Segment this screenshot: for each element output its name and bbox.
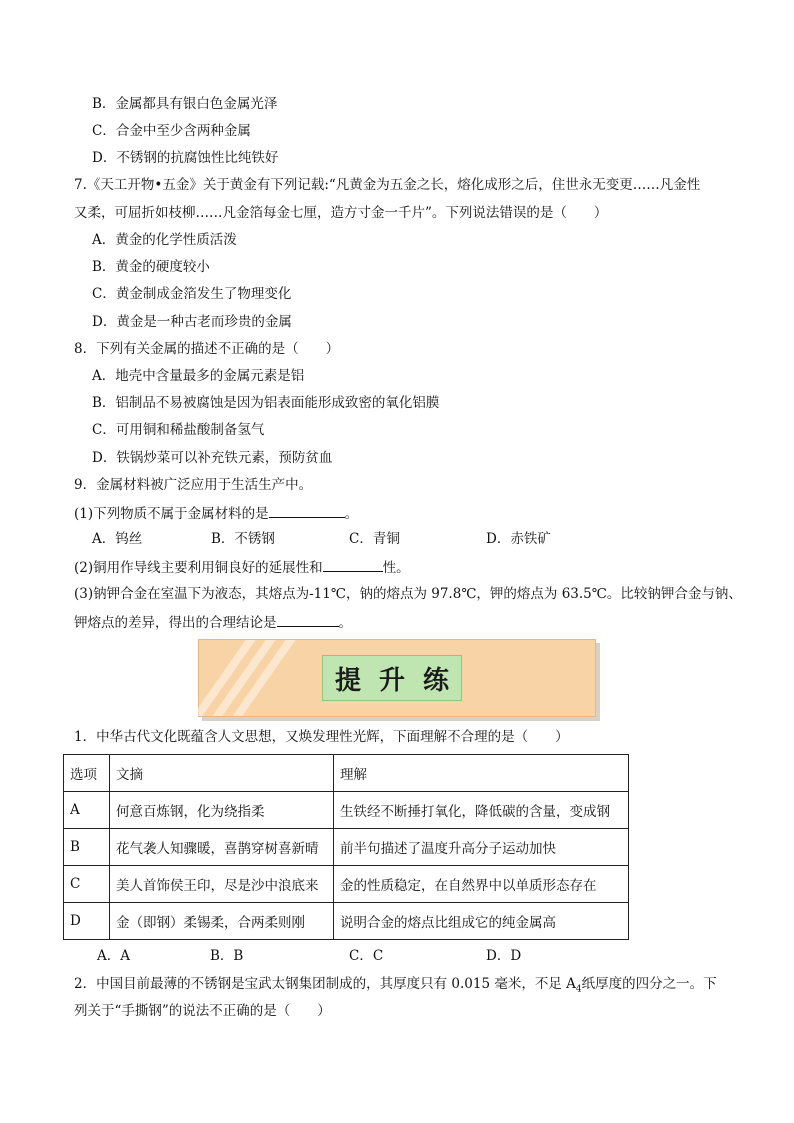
t2-subscript: 4 bbox=[575, 984, 582, 995]
q8-option-c: C．可用铜和稀盐酸制备氢气 bbox=[92, 422, 265, 438]
q9-part3-line2 bbox=[74, 612, 352, 632]
q7-option-a: A．黄金的化学性质活泼 bbox=[92, 232, 237, 248]
q8-option-b: B．铝制品不易被腐蚀是因为铝表面能形成致密的氧化铝膜 bbox=[92, 395, 440, 411]
table-cell: 前半句描述了温度升高分子运动加快 bbox=[334, 829, 629, 866]
table-cell: B bbox=[64, 829, 110, 866]
t1-stem: 1．中华古代文化既蕴含人文思想，又焕发理性光辉，下面理解不合理的是（ ） bbox=[74, 729, 569, 745]
q8-option-a: A．地壳中含量最多的金属元素是铝 bbox=[92, 368, 305, 384]
q8-stem: 8．下列有关金属的描述不正确的是（ ） bbox=[74, 341, 340, 357]
q9-part1-option-d: D．赤铁矿 bbox=[486, 531, 551, 547]
q9-part3-text: 钾熔点的差异，得出的合理结论是 bbox=[74, 615, 277, 631]
t1-option-a: A．A bbox=[97, 948, 130, 964]
t2-stem-text: 2．中国目前最薄的不锈钢是宝武太钢集团制成的，其厚度只有 0.015 毫米，不足 A bbox=[74, 976, 576, 992]
table-row bbox=[64, 903, 629, 940]
q9-part1-option-c: C．青铜 bbox=[349, 531, 400, 547]
q9-part1-end: 。 bbox=[344, 506, 359, 522]
banner-char-1: 提 bbox=[334, 665, 361, 696]
table-row bbox=[64, 792, 629, 829]
t2-stem-line1 bbox=[74, 975, 717, 999]
q7-option-b: B．黄金的硬度较小 bbox=[92, 259, 210, 275]
q6-option-b: B．金属都具有银白色金属光泽 bbox=[92, 96, 278, 112]
q6-option-c: C．合金中至少含两种金属 bbox=[92, 123, 251, 139]
q7-option-d: D．黄金是一种古老而珍贵的金属 bbox=[92, 314, 292, 330]
q9-part2-blank[interactable] bbox=[323, 557, 383, 572]
q9-part2 bbox=[74, 557, 410, 577]
table-cell: 美人首饰侯王印，尽是沙中浪底来 bbox=[110, 866, 334, 903]
table-cell: 花气袭人知骤暖，喜鹊穿树喜新晴 bbox=[110, 829, 334, 866]
q6-option-d: D．不锈钢的抗腐蚀性比纯铁好 bbox=[92, 150, 279, 166]
q9-part2-text: (2)铜用作导线主要利用铜良好的延展性和 bbox=[74, 560, 323, 576]
q7-stem-line1: 7.《天工开物•五金》关于黄金有下列记载:“凡黄金为五金之长，熔化成形之后，住世永无变更……凡金性 bbox=[74, 177, 701, 193]
table-header-cell: 文摘 bbox=[110, 755, 334, 792]
q9-part1-option-b: B．不锈钢 bbox=[211, 531, 275, 547]
table-row bbox=[64, 829, 629, 866]
section-banner bbox=[198, 639, 596, 717]
table-row bbox=[64, 866, 629, 903]
q9-part1 bbox=[74, 503, 358, 523]
t1-option-c: C．C bbox=[349, 948, 384, 964]
banner-char-3: 练 bbox=[423, 665, 450, 696]
q9-part1-option-a: A．钨丝 bbox=[92, 531, 143, 547]
table-cell: 何意百炼钢，化为绕指柔 bbox=[110, 792, 334, 829]
table-header-cell: 选项 bbox=[64, 755, 110, 792]
t1-option-d: D．D bbox=[486, 948, 522, 964]
table-header-row bbox=[64, 755, 629, 792]
t1-option-b: B．B bbox=[210, 948, 244, 964]
banner-title bbox=[322, 655, 462, 701]
table-cell: C bbox=[64, 866, 110, 903]
banner-char-2: 升 bbox=[378, 665, 405, 696]
table-cell: A bbox=[64, 792, 110, 829]
table-cell: 金的性质稳定，在自然界中以单质形态存在 bbox=[334, 866, 629, 903]
q9-part3-line1: (3)钠钾合金在室温下为液态，其熔点为-11℃，钠的熔点为 97.8℃，钾的熔点为 63.5℃。比较钠钾合金与钠、 bbox=[74, 586, 742, 602]
table-cell: 生铁经不断捶打氧化，降低碳的含量，变成钢 bbox=[334, 792, 629, 829]
table-cell: 说明合金的熔点比组成它的纯金属高 bbox=[334, 903, 629, 940]
q9-part1-text: (1)下列物质不属于金属材料的是 bbox=[74, 506, 269, 522]
q7-option-c: C．黄金制成金箔发生了物理变化 bbox=[92, 286, 292, 302]
t2-stem-line2: 列关于“手撕钢”的说法不正确的是（ ） bbox=[74, 1003, 331, 1019]
t1-table bbox=[63, 754, 629, 940]
q9-part3-end: 。 bbox=[338, 615, 352, 631]
t2-stem-text-end: 纸厚度的四分之一。下 bbox=[581, 976, 717, 992]
q9-part2-end: 性。 bbox=[382, 560, 410, 576]
q7-stem-line2: 又柔，可屈折如枝柳……凡金箔每金七厘，造方寸金一千片”。下列说法错误的是（ ） bbox=[74, 205, 608, 221]
q8-option-d: D．铁锅炒菜可以补充铁元素，预防贫血 bbox=[92, 450, 333, 466]
table-cell: D bbox=[64, 903, 110, 940]
table-cell: 金（即钢）柔锡柔，合两柔则刚 bbox=[110, 903, 334, 940]
table-header-cell: 理解 bbox=[334, 755, 629, 792]
q9-part1-blank[interactable] bbox=[269, 503, 345, 518]
q9-stem: 9．金属材料被广泛应用于生活生产中。 bbox=[74, 477, 313, 493]
q9-part3-blank[interactable] bbox=[277, 612, 339, 627]
